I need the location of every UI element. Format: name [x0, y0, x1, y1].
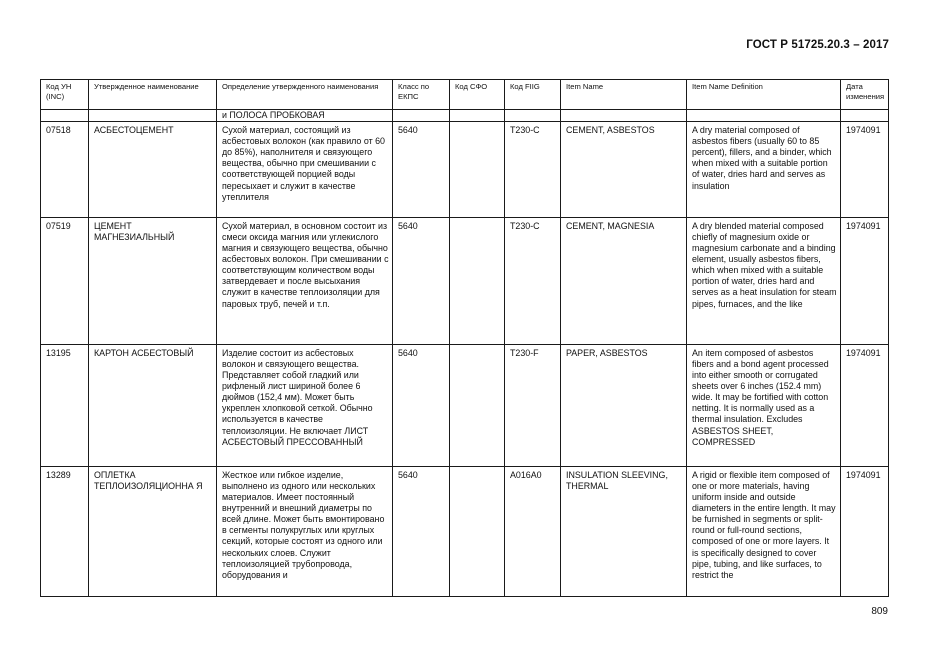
table-row — [41, 344, 889, 466]
cell-sfo-code — [450, 122, 505, 218]
cell-change-date: 1974091 — [841, 217, 889, 344]
cell-definition: Жесткое или гибкое изделие, выполнено из одного или нескольких материалов. Имеет постоянный внутренний и внешний диаметры по всей длине. Может быть вмонтировано в сегменты полукруглых или круглых секций, которые состоят из одного или нескольких слоев. Служит теплоизоляцией трубопровода, оборудования и — [217, 466, 393, 596]
continuation-text: и ПОЛОСА ПРОБКОВАЯ — [217, 110, 393, 122]
cell-approved-name: ЦЕМЕНТ МАГНЕЗИАЛЬНЫЙ — [89, 217, 217, 344]
cell-definition: Изделие состоит из асбестовых волокон и связующего вещества. Представляет собой гладкий или рифленый лист шириной более 6 дюймов (152,4 мм). Может быть укреплен хлопковой сеткой. Обычно используется в качестве теплоизоляции. Не включает ЛИСТ АСБЕСТОВЫЙ ПРЕССОВАННЫЙ — [217, 344, 393, 466]
cell-approved-name: ОПЛЕТКА ТЕПЛОИЗОЛЯЦИОННА Я — [89, 466, 217, 596]
cell-item-name: CEMENT, ASBESTOS — [561, 122, 687, 218]
classification-table — [40, 79, 889, 597]
cell-inc: 13289 — [41, 466, 89, 596]
cell-item-name-definition: A dry blended material composed chiefly of magnesium oxide or magnesium carbonate and a binding element, usually asbestos fibers, which when mixed with a suitable portion of water, dries hard and serves as a heat insulation for steam pipes, furnaces, and the like — [687, 217, 841, 344]
column-header-fiig-code: Код FIIG — [505, 80, 561, 110]
column-header-inc: Код УН (INC) — [41, 80, 89, 110]
cell-definition: Сухой материал, состоящий из асбестовых волокон (как правило от 60 до 85%), наполнителя и связующего вещества, обычно при смешивании с соответствующей порцией воды пересыхает и служит в качестве утеплителя — [217, 122, 393, 218]
cell-ekps-class: 5640 — [393, 122, 450, 218]
column-header-definition: Определение утвержденного наименования — [217, 80, 393, 110]
column-header-approved-name: Утвержденное наименование — [89, 80, 217, 110]
page-number: 809 — [871, 606, 888, 617]
cell-change-date: 1974091 — [841, 344, 889, 466]
cell-inc: 07518 — [41, 122, 89, 218]
column-header-item-name: Item Name — [561, 80, 687, 110]
column-header-ekps-class: Класс по ЕКПС — [393, 80, 450, 110]
header-row — [41, 80, 889, 110]
cell-fiig-code: T230-C — [505, 122, 561, 218]
table-row — [41, 122, 889, 218]
standard-designation: ГОСТ Р 51725.20.3 – 2017 — [746, 39, 889, 51]
cell-ekps-class: 5640 — [393, 344, 450, 466]
cell-ekps-class: 5640 — [393, 466, 450, 596]
cell-fiig-code: T230-F — [505, 344, 561, 466]
table-row — [41, 466, 889, 596]
cell-item-name: PAPER, ASBESTOS — [561, 344, 687, 466]
cell-fiig-code: T230-C — [505, 217, 561, 344]
cell-item-name-definition: An item composed of asbestos fibers and a bond agent processed into either smooth or corrugated sheets over 6 inches (152.4 mm) wide. It may be fortified with cotton netting. It is normally used as a thermal insulation. Excludes ASBESTOS SHEET, COMPRESSED — [687, 344, 841, 466]
table-row — [41, 217, 889, 344]
cell-approved-name: КАРТОН АСБЕСТОВЫЙ — [89, 344, 217, 466]
cell-sfo-code — [450, 217, 505, 344]
cell-item-name: CEMENT, MAGNESIA — [561, 217, 687, 344]
cell-fiig-code: A016A0 — [505, 466, 561, 596]
cell-item-name: INSULATION SLEEVING, THERMAL — [561, 466, 687, 596]
column-header-item-name-definition: Item Name Definition — [687, 80, 841, 110]
continuation-row — [41, 110, 889, 122]
column-header-change-date: Дата изменения — [841, 80, 889, 110]
column-header-sfo-code: Код СФО — [450, 80, 505, 110]
cell-item-name-definition: A dry material composed of asbestos fibers (usually 60 to 85 percent), fillers, and a binder, which when mixed with a suitable portion of water, dries hard and serves as insulation — [687, 122, 841, 218]
cell-definition: Сухой материал, в основном состоит из смеси оксида магния или углекислого магния и связующего вещества, обычно асбестовых волокон. При смешивании с соответствующим количеством воды затвердевает и после высыхания служит в качестве теплоизоляции для паровых труб, печей и т.п. — [217, 217, 393, 344]
cell-ekps-class: 5640 — [393, 217, 450, 344]
cell-change-date: 1974091 — [841, 466, 889, 596]
cell-sfo-code — [450, 344, 505, 466]
cell-approved-name: АСБЕСТОЦЕМЕНТ — [89, 122, 217, 218]
cell-inc: 13195 — [41, 344, 89, 466]
cell-inc: 07519 — [41, 217, 89, 344]
cell-sfo-code — [450, 466, 505, 596]
cell-change-date: 1974091 — [841, 122, 889, 218]
cell-item-name-definition: A rigid or flexible item composed of one or more materials, having uniform inside and outside diameters in the entire length. It may be furnished in segments or split-round or full-round sections, composed of one or more layers. It is specifically designed to cover pipe, tubing, and like surfaces, to restrict the — [687, 466, 841, 596]
